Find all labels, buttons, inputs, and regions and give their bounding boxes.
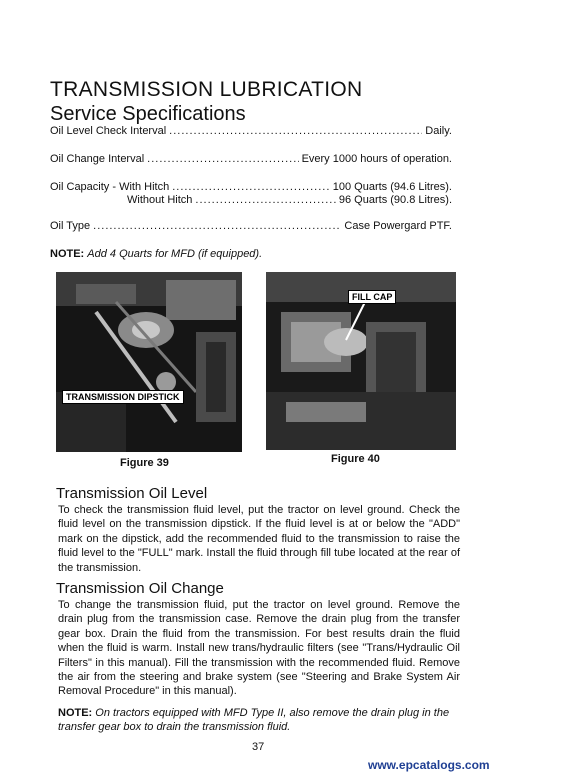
spec-oil-capacity-without-hitch [127, 194, 452, 206]
section-body-oil-level: To check the transmission fluid level, put the tractor on level ground. Check the fluid level on the transmission dipstick. If the fluid level is at or below the "ADD" mark on the dipstick, add the recommended fluid to the transmission to raise the fluid level to the "FULL" mark. Install the fluid through fill tube located at the rear of the transmission. [58, 504, 460, 574]
leader-dots [147, 153, 298, 165]
note-mfd-type-ii [58, 706, 460, 735]
spec-value: Every 1000 hours of operation. [301, 153, 452, 165]
spec-value: 96 Quarts (90.8 Litres). [338, 194, 452, 206]
spec-value: Daily. [425, 125, 452, 137]
page-number: 37 [252, 741, 265, 753]
spec-oil-type [50, 220, 452, 232]
spec-oil-capacity-with-hitch [50, 181, 452, 193]
spec-label: Without Hitch [127, 194, 193, 206]
note-text: Add 4 Quarts for MFD (if equipped). [87, 248, 263, 260]
leader-dots [169, 125, 422, 137]
figure-39-callout: TRANSMISSION DIPSTICK [62, 390, 184, 404]
leader-dots [93, 220, 341, 232]
note-label: NOTE: [50, 248, 85, 260]
spec-label: Oil Type [50, 220, 91, 232]
spec-label: Oil Change Interval [50, 153, 145, 165]
spec-value: 100 Quarts (94.6 Litres). [332, 181, 452, 193]
tractor-transmission-photo [56, 272, 242, 452]
spec-label: Oil Capacity - With Hitch [50, 181, 170, 193]
spec-label: Oil Level Check Interval [50, 125, 167, 137]
spec-oil-level-check [50, 125, 452, 137]
figure-40-callout: FILL CAP [348, 290, 396, 304]
page-subtitle: Service Specifications [50, 103, 246, 125]
page-title: TRANSMISSION LUBRICATION [50, 78, 363, 101]
note-text: On tractors equipped with MFD Type II, also remove the drain plug in the transfer gear box to drain the transmission fluid. [58, 707, 450, 734]
leader-dots [195, 194, 335, 206]
figure-40-caption: Figure 40 [331, 453, 380, 465]
leader-dots [172, 181, 330, 193]
note-mfd [50, 248, 262, 260]
spec-oil-change [50, 153, 452, 165]
note-label: NOTE: [58, 707, 93, 719]
section-title-oil-change: Transmission Oil Change [56, 580, 224, 597]
figure-40-photo [266, 272, 456, 450]
section-title-oil-level: Transmission Oil Level [56, 485, 208, 502]
section-body-oil-change: To change the transmission fluid, put the tractor on level ground. Remove the drain plug from the transmission case. Remove the drain plug from the transfer gear box. Drain the fluid from the transmission. For best results drain the fluid when the fluid is warm. Install new trans/hydraulic filters (see "Trans/Hydraulic Oil Filters" in this manual). Fill the transmission with the recommended fluid. Remove the air from the steering and brake system (see "Steering and Brake System Air Removal Procedure" in this manual). [58, 599, 460, 698]
watermark: www.epcatalogs.com [368, 758, 490, 772]
figure-39-photo [56, 272, 242, 452]
spec-value: Case Powergard PTF. [344, 220, 452, 232]
figure-39-caption: Figure 39 [120, 457, 169, 469]
